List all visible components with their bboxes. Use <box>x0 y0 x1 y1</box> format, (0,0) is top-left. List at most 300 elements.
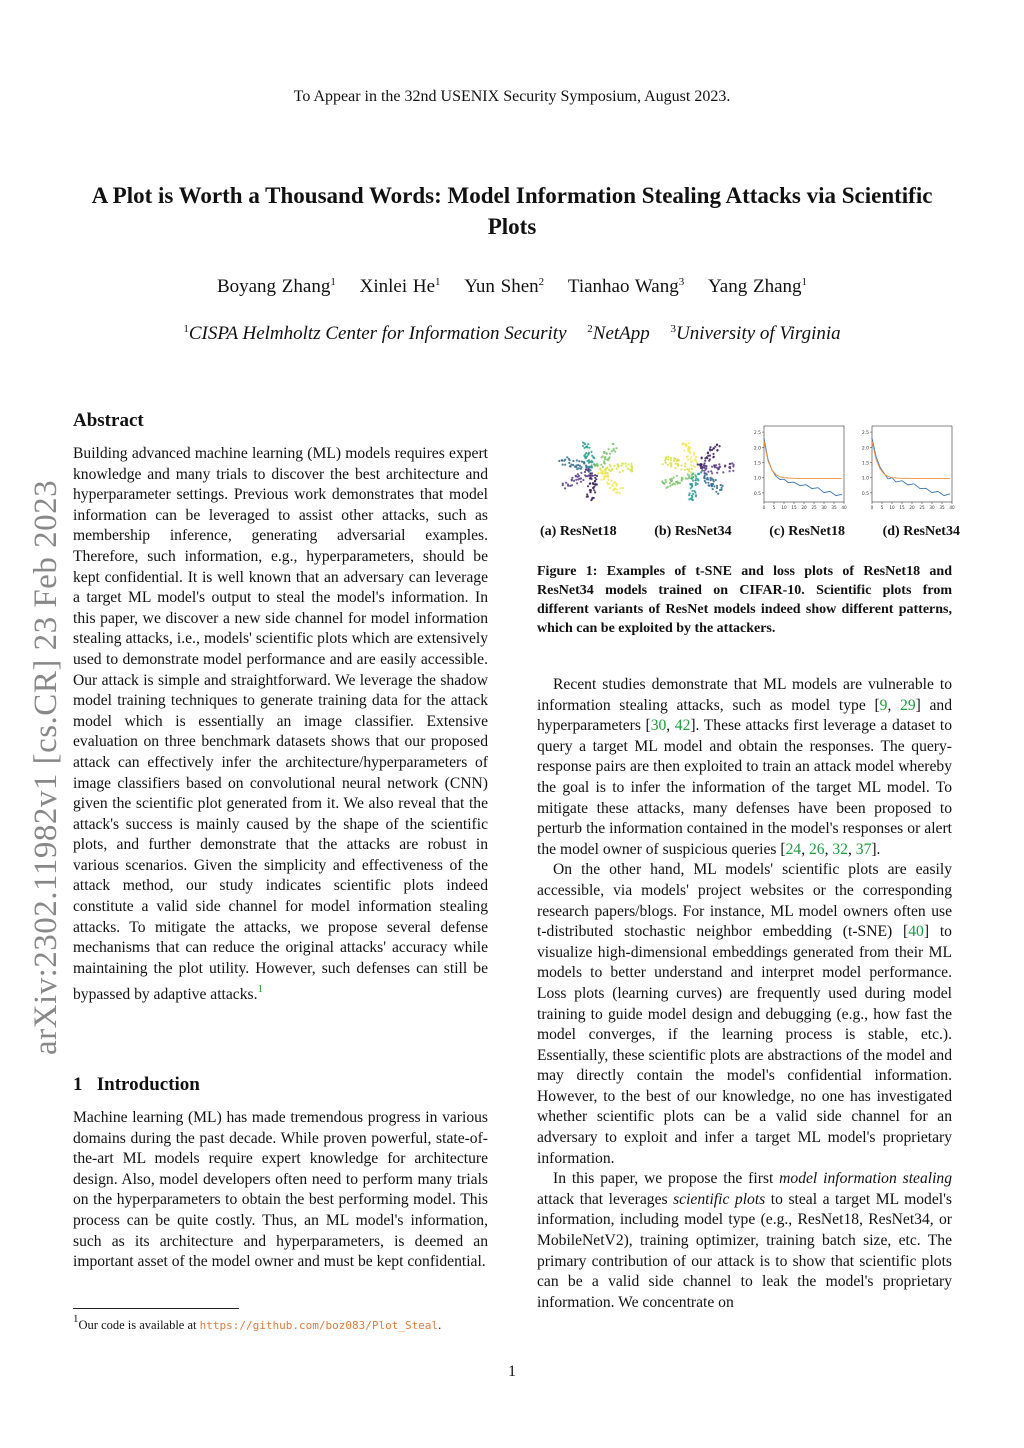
tsne-point <box>594 474 596 476</box>
tsne-point <box>719 489 721 491</box>
tsne-point <box>613 489 615 491</box>
tsne-point <box>600 464 602 466</box>
tsne-point <box>607 483 609 485</box>
tsne-point <box>684 465 686 467</box>
tsne-point <box>690 461 692 463</box>
tsne-point <box>622 487 624 489</box>
tsne-point <box>617 463 619 465</box>
tsne-point <box>693 454 695 456</box>
tsne-point <box>722 485 724 487</box>
tsne-point <box>571 477 573 479</box>
tsne-point <box>614 450 616 452</box>
affiliation: $^3$University of Virginia <box>670 323 841 344</box>
tsne-point <box>692 480 694 482</box>
tsne-point <box>711 483 713 485</box>
tsne-point <box>614 465 616 467</box>
tsne-point <box>631 470 633 472</box>
tsne-point <box>622 470 624 472</box>
y-tick-label: 1.5 <box>753 461 761 467</box>
tsne-point <box>580 468 582 470</box>
x-tick-label: 40 <box>841 505 847 510</box>
tsne-point <box>692 465 694 467</box>
tsne-point <box>707 471 709 473</box>
tsne-point <box>616 483 618 485</box>
tsne-point <box>600 479 602 481</box>
tsne-point <box>611 450 613 452</box>
tsne-point <box>711 466 713 468</box>
tsne-point <box>562 484 564 486</box>
tsne-point <box>671 484 673 486</box>
loss-plot-resnet18 <box>754 426 847 510</box>
tsne-point <box>612 443 614 445</box>
tsne-point <box>578 467 580 469</box>
x-tick-label: 15 <box>899 505 905 510</box>
tsne-point <box>707 482 709 484</box>
tsne-point <box>674 463 676 465</box>
y-tick-label: 1.5 <box>861 461 869 467</box>
tsne-point <box>687 450 689 452</box>
tsne-point <box>679 482 681 484</box>
tsne-point <box>681 477 683 479</box>
tsne-point <box>590 451 592 453</box>
tsne-point <box>715 491 717 493</box>
tsne-point <box>594 477 596 479</box>
tsne-point <box>589 489 591 491</box>
tsne-point <box>568 462 570 464</box>
tsne-point <box>716 449 718 451</box>
tsne-point <box>576 459 578 461</box>
tsne-point <box>558 460 560 462</box>
tsne-point <box>609 487 611 489</box>
footnote-rule <box>73 1308 239 1309</box>
tsne-point <box>618 466 620 468</box>
tsne-point <box>669 462 671 464</box>
x-tick-label: 15 <box>791 505 797 510</box>
tsne-point <box>591 472 593 474</box>
tsne-point <box>602 471 604 473</box>
citation-link[interactable]: 37 <box>855 840 872 858</box>
tsne-point <box>616 468 618 470</box>
tsne-point <box>631 466 633 468</box>
figure-1-panels <box>540 420 960 520</box>
tsne-point <box>708 460 710 462</box>
tsne-point <box>690 456 692 458</box>
tsne-point <box>709 446 711 448</box>
tsne-point <box>669 482 671 484</box>
tsne-point <box>670 457 672 459</box>
tsne-point <box>572 460 574 462</box>
tsne-point <box>717 493 719 495</box>
tsne-point <box>594 491 596 493</box>
tsne-point <box>688 442 690 444</box>
tsne-point <box>685 443 687 445</box>
tsne-point <box>596 475 598 477</box>
tsne-point <box>703 470 705 472</box>
tsne-point <box>583 461 585 463</box>
tsne-point <box>610 480 612 482</box>
tsne-point <box>604 457 606 459</box>
tsne-point <box>585 465 587 467</box>
tsne-point <box>594 464 596 466</box>
tsne-point <box>569 459 571 461</box>
x-tick-label: 20 <box>801 505 807 510</box>
tsne-point <box>609 453 611 455</box>
y-tick-label: 2.5 <box>753 431 761 437</box>
tsne-point <box>698 473 700 475</box>
tsne-point <box>694 459 696 461</box>
x-tick-label: 30 <box>929 505 935 510</box>
tsne-point <box>666 487 668 489</box>
tsne-point <box>671 478 673 480</box>
tsne-point <box>697 463 699 465</box>
tsne-point <box>716 487 718 489</box>
tsne-point <box>593 457 595 459</box>
tsne-point <box>691 474 693 476</box>
x-tick-label: 0 <box>870 505 874 510</box>
tsne-point <box>716 444 718 446</box>
tsne-point <box>572 464 574 466</box>
tsne-point <box>712 488 714 490</box>
tsne-point <box>691 468 693 470</box>
tsne-point <box>578 460 580 462</box>
tsne-point <box>690 487 692 489</box>
tsne-point <box>606 458 608 460</box>
tsne-point <box>690 458 692 460</box>
tsne-point <box>571 484 573 486</box>
paragraph: On the other hand, ML models' scientific plots are easily accessible, via models' project websites or the corresponding research papers/blogs. For instance, ML model owners often use t-distributed stochastic neighbor embedding (t-SNE) [40] to visualize high-dimensional embeddings generated from their ML models to better understand and interpret model performance. Loss plots (learning curves) are frequently used during model training to guide model design and debugging (e.g., how fast the model converges, if the learning process is stable, etc.). Essentially, these scientific plots are abstractions of the model and may directly contain the model's confidential information. However, to the best of our knowledge, no one has investigated whether scientific plots can be a valid side channel for an adversary to exploit and infer a target ML model's proprietary information. <box>537 861 952 1167</box>
tsne-point <box>689 483 691 485</box>
tsne-point <box>674 458 676 460</box>
tsne-point <box>693 452 695 454</box>
tsne-point <box>665 461 667 463</box>
tsne-point <box>712 453 714 455</box>
tsne-point <box>605 467 607 469</box>
tsne-point <box>690 464 692 466</box>
tsne-point <box>603 452 605 454</box>
tsne-point <box>716 485 718 487</box>
tsne-point <box>665 456 667 458</box>
tsne-point <box>686 468 688 470</box>
tsne-point <box>590 461 592 463</box>
code-url-link[interactable]: https://github.com/boz083/Plot_Steal <box>199 1319 439 1332</box>
footnote: $^1$Our code is available at https://github.com/boz083/Plot_Steal. <box>73 1313 442 1332</box>
tsne-point <box>627 463 629 465</box>
tsne-point <box>664 479 666 481</box>
tsne-point <box>582 442 584 444</box>
tsne-point <box>707 455 709 457</box>
tsne-point <box>687 459 689 461</box>
tsne-point <box>588 462 590 464</box>
tsne-point <box>708 484 710 486</box>
y-tick-label: 2.5 <box>861 431 869 437</box>
tsne-point <box>588 471 590 473</box>
tsne-point <box>577 476 579 478</box>
tsne-point <box>719 466 721 468</box>
tsne-point <box>686 456 688 458</box>
tsne-point <box>705 482 707 484</box>
tsne-point <box>701 467 703 469</box>
tsne-point <box>567 483 569 485</box>
tsne-point <box>591 498 593 500</box>
tsne-point <box>688 470 690 472</box>
tsne-point <box>673 460 675 462</box>
tsne-point <box>584 456 586 458</box>
tsne-point <box>661 480 663 482</box>
tsne-point <box>620 487 622 489</box>
tsne-point <box>587 454 589 456</box>
tsne-point <box>692 499 694 501</box>
tsne-point <box>608 448 610 450</box>
tsne-point <box>588 459 590 461</box>
tsne-point <box>588 452 590 454</box>
affiliation: $^2$NetApp <box>587 323 650 344</box>
arxiv-stamp: arXiv:2302.11982v1 [cs.CR] 23 Feb 2023 <box>28 479 64 1055</box>
tsne-point <box>588 474 590 476</box>
tsne-point <box>673 476 675 478</box>
tsne-point <box>697 479 699 481</box>
tsne-point <box>677 459 679 461</box>
tsne-point <box>712 447 714 449</box>
tsne-point <box>710 479 712 481</box>
author-list <box>0 276 1024 298</box>
tsne-point <box>589 477 591 479</box>
subcaption-c: (c) ResNet18 <box>769 524 845 539</box>
tsne-point <box>667 458 669 460</box>
tsne-point <box>704 457 706 459</box>
tsne-point <box>716 472 718 474</box>
tsne-point <box>563 460 565 462</box>
tsne-point <box>699 464 701 466</box>
citation-link[interactable]: 40 <box>908 923 924 941</box>
tsne-point <box>591 466 593 468</box>
x-tick-label: 5 <box>772 505 776 510</box>
tsne-point <box>670 459 672 461</box>
tsne-point <box>710 470 712 472</box>
plot-frame <box>764 426 844 502</box>
x-tick-label: 40 <box>949 505 955 510</box>
x-tick-label: 10 <box>889 505 895 510</box>
tsne-point <box>622 463 624 465</box>
section-heading-introduction: 1 Introduction <box>73 1074 200 1095</box>
tsne-point <box>590 469 592 471</box>
tsne-point <box>607 479 609 481</box>
subcaption-d: (d) ResNet34 <box>882 524 960 539</box>
tsne-point <box>564 464 566 466</box>
tsne-point <box>662 463 664 465</box>
tsne-point <box>606 474 608 476</box>
tsne-point <box>601 456 603 458</box>
tsne-point <box>719 445 721 447</box>
loss-plot-resnet34 <box>862 426 955 510</box>
tsne-point <box>690 471 692 473</box>
x-tick-label: 25 <box>919 505 925 510</box>
tsne-point <box>676 481 678 483</box>
tsne-point <box>703 476 705 478</box>
citation-link[interactable]: 32 <box>832 840 848 858</box>
tsne-point <box>688 448 690 450</box>
venue-header: To Appear in the 32nd USENIX Security Symposium, August 2023. <box>293 88 731 105</box>
y-tick-label: 1.0 <box>861 476 869 482</box>
tsne-point <box>593 483 595 485</box>
tsne-point <box>695 495 697 497</box>
tsne-point <box>577 464 579 466</box>
tsne-point <box>580 477 582 479</box>
tsne-point <box>704 460 706 462</box>
tsne-point <box>582 445 584 447</box>
tsne-point <box>577 473 579 475</box>
paragraph: Recent studies demonstrate that ML models are vulnerable to information stealing attacks, such as model type [9, 29] and hyperparameters [30, 42]. These attacks first leverage a dataset to query a target ML model and obtain the responses. The query-response pairs are then exploited to train an attack model whereby the goal is to infer the information of the target ML model. To mitigate these attacks, many defenses have been proposed to perturb the information contained in the model's responses or alert the model owner of suspicious queries [24, 26, 32, 37]. <box>537 676 953 858</box>
tsne-point <box>613 448 615 450</box>
tsne-point <box>611 484 613 486</box>
tsne-point <box>589 483 591 485</box>
tsne-point <box>586 493 588 495</box>
affiliation: $^1$CISPA Helmholtz Center for Information Security <box>183 323 567 344</box>
tsne-point <box>667 464 669 466</box>
tsne-point <box>695 484 697 486</box>
tsne-point <box>591 455 593 457</box>
abstract-heading: Abstract <box>73 410 144 431</box>
tsne-point <box>624 463 626 465</box>
x-tick-label: 25 <box>811 505 817 510</box>
tsne-point <box>585 475 587 477</box>
y-tick-label: 2.0 <box>861 446 869 452</box>
x-tick-label: 35 <box>939 505 945 510</box>
tsne-point <box>565 482 567 484</box>
tsne-point <box>576 482 578 484</box>
tsne-point <box>571 479 573 481</box>
x-tick-label: 20 <box>909 505 915 510</box>
tsne-point <box>614 481 616 483</box>
x-tick-label: 10 <box>781 505 787 510</box>
x-tick-label: 0 <box>762 505 766 510</box>
citation-link[interactable]: 26 <box>808 840 825 858</box>
y-tick-label: 0.5 <box>753 491 761 497</box>
tsne-point <box>564 487 566 489</box>
author: Yun Shen$^2$ <box>464 276 545 297</box>
tsne-point <box>588 447 590 449</box>
tsne-point <box>732 470 734 472</box>
figure-caption: Figure 1: Examples of t-SNE and loss plots of ResNet18 and ResNet34 models trained on CIFAR-10. Scientific plots from different variants of ResNet models indeed show different patterns, which can be exploited by the attackers. <box>537 564 952 636</box>
tsne-point <box>561 460 563 462</box>
tsne-point <box>684 463 686 465</box>
page-number: 1 <box>508 1363 516 1380</box>
tsne-point <box>674 467 676 469</box>
tsne-point <box>681 480 683 482</box>
tsne-point <box>584 453 586 455</box>
tsne-point <box>615 447 617 449</box>
introduction-text: Machine learning (ML) has made tremendous progress in various domains during the past decade. While proven powerful, state-of-the-art ML models require expert knowledge for architecture design. Also, model developers often need to perform many trials on the hyperparameters to obtain the best performing model. This process can be quite costly. Thus, an ML model's information, such as its architecture and hyperparameters, is deemed an important asset of the model owner and must be kept confidential. <box>73 1109 488 1271</box>
tsne-point <box>692 493 694 495</box>
paper-title: A Plot is Worth a Thousand Words: Model Information Stealing Attacks via Scientific Plots <box>91 183 933 239</box>
tsne-point <box>680 464 682 466</box>
tsne-point <box>569 465 571 467</box>
tsne-point <box>665 481 667 483</box>
tsne-point <box>729 466 731 468</box>
tsne-point <box>713 456 715 458</box>
tsne-point <box>700 471 702 473</box>
tsne-point <box>677 465 679 467</box>
tsne-point <box>729 463 731 465</box>
subcaption-b: (b) ResNet34 <box>654 524 732 539</box>
y-tick-label: 1.0 <box>753 476 761 482</box>
tsne-point <box>691 496 693 498</box>
tsne-point <box>596 483 598 485</box>
y-tick-label: 2.0 <box>753 446 761 452</box>
tsne-point <box>608 469 610 471</box>
citation-link[interactable]: 9 <box>879 696 888 714</box>
citation-link[interactable]: 42 <box>674 717 691 735</box>
x-tick-label: 5 <box>880 505 884 510</box>
tsne-point <box>604 473 606 475</box>
tsne-point <box>711 472 713 474</box>
tsne-point <box>732 465 734 467</box>
tsne-point <box>688 468 690 470</box>
tsne-point <box>701 457 703 459</box>
tsne-point <box>577 478 579 480</box>
tsne-point <box>589 466 591 468</box>
tsne-point <box>669 485 671 487</box>
tsne-point <box>695 479 697 481</box>
tsne-point <box>676 475 678 477</box>
tsne-point <box>596 465 598 467</box>
tsne-point <box>600 469 602 471</box>
tsne-point <box>619 492 621 494</box>
tsne-point <box>713 464 715 466</box>
tsne-point <box>627 468 629 470</box>
citation-link[interactable]: 29 <box>900 696 916 714</box>
tsne-point <box>688 476 690 478</box>
tsne-point <box>592 487 594 489</box>
citation-link[interactable]: 30 <box>650 717 667 735</box>
tsne-point <box>714 446 716 448</box>
citation-link[interactable]: 24 <box>785 840 802 858</box>
tsne-point <box>602 466 604 468</box>
tsne-point <box>722 471 724 473</box>
tsne-plot-resnet18 <box>558 442 633 502</box>
tsne-point <box>587 495 589 497</box>
tsne-point <box>575 475 577 477</box>
y-tick-label: 0.5 <box>861 491 869 497</box>
tsne-point <box>584 471 586 473</box>
tsne-point <box>713 480 715 482</box>
tsne-point <box>705 467 707 469</box>
tsne-point <box>729 470 731 472</box>
tsne-point <box>691 485 693 487</box>
tsne-point <box>711 449 713 451</box>
tsne-point <box>597 472 599 474</box>
tsne-point <box>706 473 708 475</box>
tsne-point <box>580 472 582 474</box>
footnote-link[interactable]: 1 <box>257 983 263 996</box>
tsne-point <box>575 479 577 481</box>
tsne-point <box>621 465 623 467</box>
right-column-text <box>537 675 952 1313</box>
tsne-point <box>695 456 697 458</box>
tsne-point <box>694 491 696 493</box>
tsne-point <box>573 480 575 482</box>
figure-subcaptions <box>540 524 960 540</box>
tsne-point <box>687 474 689 476</box>
tsne-point <box>607 472 609 474</box>
tsne-point <box>609 464 611 466</box>
tsne-point <box>713 485 715 487</box>
tsne-point <box>566 456 568 458</box>
tsne-point <box>720 484 722 486</box>
tsne-point <box>691 490 693 492</box>
tsne-point <box>724 465 726 467</box>
tsne-point <box>593 489 595 491</box>
author: Boyang Zhang$^1$ <box>216 276 336 297</box>
